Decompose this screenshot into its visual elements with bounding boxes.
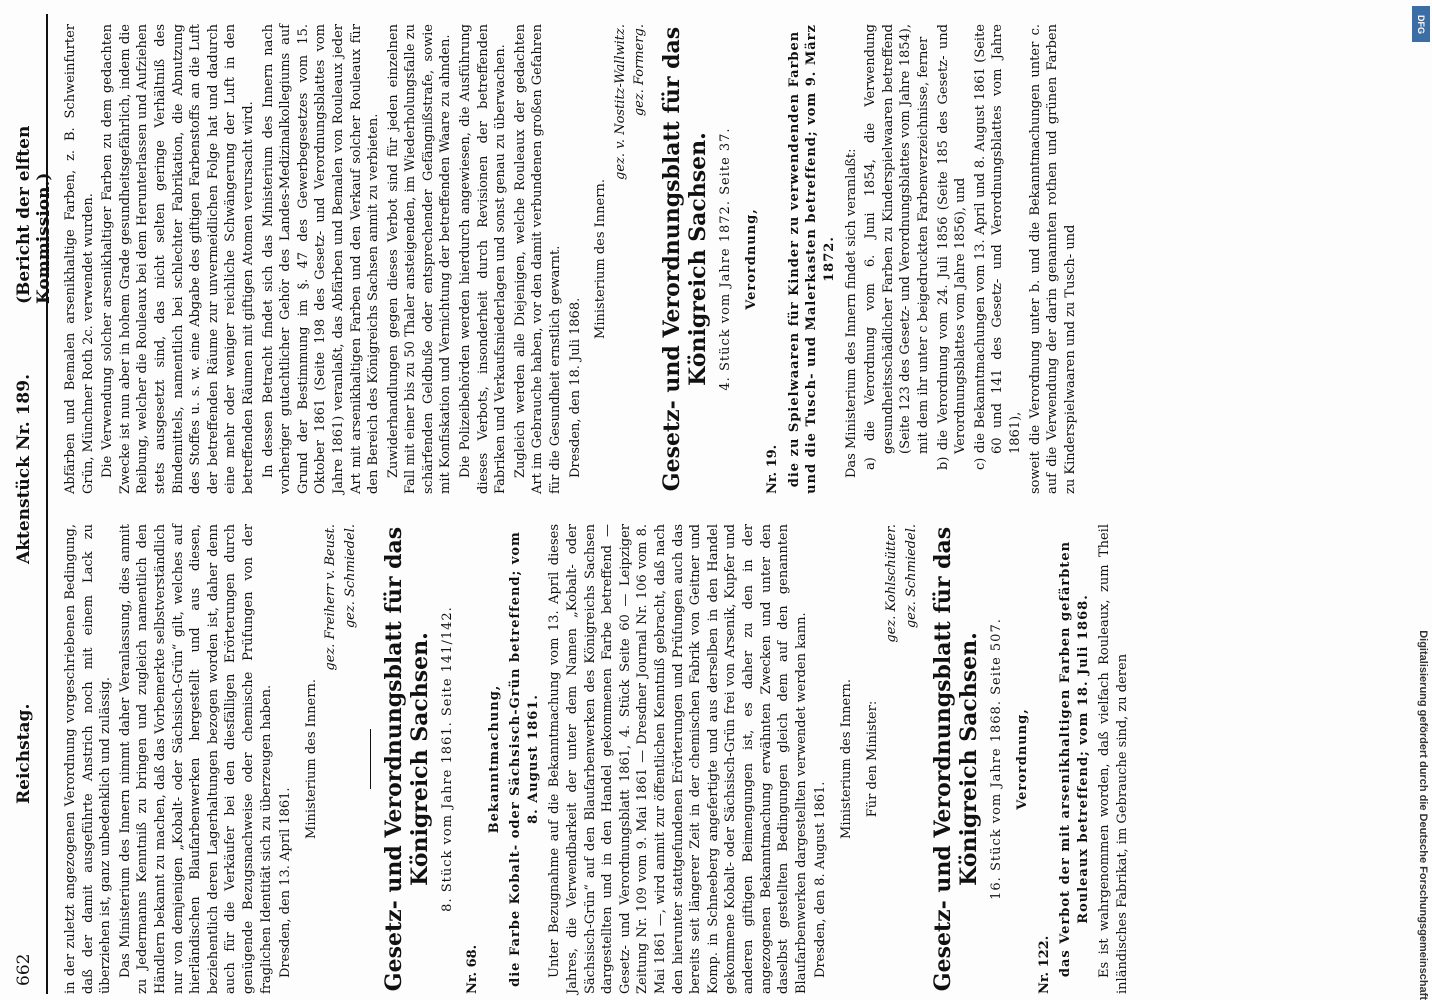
date-line: Dresden, den 8. August 1861. — [813, 781, 829, 978]
list-item: b) die Verordnung vom 24. Juli 1856 (Seite 185 des Gesetz- und Verordnungsblattes vom Jahre 1856), und — [935, 24, 969, 470]
issue-line: 4. Stück vom Jahre 1872. Seite 37. — [718, 127, 733, 391]
decree-subject: das Verbot der mit arsenikhaltigen Farben gefärbten Rouleaux betreffend; vom 18. Juli 1868. — [1058, 540, 1091, 978]
decree-subject: die Farbe Kobalt- oder Sächsisch-Grün betreffend; vom 8. August 1861. — [508, 531, 541, 987]
ministry-name: Ministerium des Innern. — [593, 179, 609, 339]
dfg-logo: DFG — [1412, 6, 1430, 42]
issue-line: 8. Stück vom Jahre 1861. Seite 141/142. — [439, 606, 455, 912]
paragraph: Es ist wahrgenommen worden, daß vielfach Rouleaux, zum Theil inländisches Fabrikat, im Gebrauche sind, zu deren — [1097, 524, 1130, 994]
paragraph: Die Polizeibehörden werden hierdurch angewiesen, die Ausführung dieses Verbots, insonderheit durch Revisionen der betreffenden Fabriken und Verkaufsniederlagen und sonst genau zu überwachen. — [458, 24, 509, 494]
ministry-name: Ministerium des Innern. — [303, 679, 319, 839]
decree-title: Verordnung, — [1014, 708, 1030, 810]
page-header — [6, 14, 54, 994]
paragraph: Abfärben und Bemalen arsenikhaltige Farben, z. B. Schweinfurter Grün, Münchner Roth 2c. verwendet wurden. — [63, 24, 96, 494]
decree-number: Nr. 122. — [1036, 935, 1052, 994]
document-page — [6, 14, 1396, 994]
signature: gez. Schmiedel. — [903, 524, 919, 629]
paragraph: in der zuletzt angezogenen Verordnung vorgeschriebenen Bedingung, daß der damit ausgeführte Anstrich noch mit einem Lack zu überziehen ist, ganz unbedenklich und zulässig. — [63, 524, 114, 994]
page-number: 662 — [14, 953, 34, 986]
signature: gez. v. Nostitz-Wallwitz. — [612, 24, 628, 180]
item-list — [862, 24, 1024, 494]
list-item: c) die Bekanntmachungen vom 13. April und 8. August 1861 (Seite 60 und 141 des Gesetz- und Verordnungsblattes vom Jahre 1861), — [972, 24, 1023, 470]
right-column — [62, 24, 1081, 494]
decree-number: Nr. 68. — [465, 944, 481, 994]
section-heading: Gesetz- und Verordnungsblatt für das Königreich Sachsen. — [930, 526, 983, 992]
watermark-text: Digitalisierung gefördert durch die Deutsche Forschungsgemeinschaft — [1417, 630, 1429, 1000]
date-line: Dresden, den 18. Juli 1868. — [567, 297, 583, 478]
left-column — [62, 524, 1134, 994]
signature: gez. Freiherr v. Beust. — [323, 524, 339, 671]
header-left: Reichstag. — [14, 703, 34, 804]
section-heading: Gesetz- und Verordnungsblatt für das Königreich Sachsen. — [380, 526, 433, 992]
decree-title: Bekanntmachung, — [486, 684, 502, 834]
signature: gez. Kohlschütter. — [884, 524, 900, 643]
paragraph: Das Ministerium des Innern nimmt daher Veranlassung, dies anmit zu Jedermanns Kenntniß zu bringen und zugleich namentlich den Händlern bekannt zu machen, daß das Vorbemerkte selbstverständlich nur von demjenigen „Kobalt- oder Sächsisch-Grün“ gilt, welches auf hierländischen Blaufarbenwerken hergestellt und aus diesen, beziehentlich deren Lagerhaltungen bezogen worden ist, daher denn auch für die Verkäufer bei den diesfälligen Erörterungen durch genügende Bezugsnachweise oder chemische Prüfungen von der fraglichen Identität sich zu überzeugen haben. — [117, 524, 274, 994]
decree-title: Verordnung, — [743, 208, 759, 310]
for-minister-line: Für den Minister: — [864, 700, 880, 818]
signature: gez. Schmiedel. — [342, 524, 358, 629]
list-item: a) die Verordnung vom 6. Juni 1854, die Verwendung gesundheitsschädlicher Farben zu Kinderspielwaaren betreffend (Seite 123 des Gesetz- und Verordnungsblattes vom Jahre 1854), mit dem ihr unter c beigedruckten Farbenverzeichnisse, ferner — [863, 24, 931, 470]
decree-subject: die zu Spielwaaren für Kinder zu verwendenden Farben und die Tusch- und Malerkasten betreffend; vom 9. März 1872. — [786, 24, 837, 494]
paragraph: Zuwiderhandlungen gegen dieses Verbot sind für jeden einzelnen Fall mit einer bis zu 50 Thaler ansteigenden, im Wiederholungsfalle zu schärfenden Geldbuße oder entsprechender Gefängnißstrafe, sowie mit Konfiskation und Vernichtung der betreffenden Waare zu ahnden. — [385, 24, 454, 494]
section-heading: Gesetz- und Verordnungsblatt für das Königreich Sachsen. — [659, 26, 711, 492]
header-right: (Bericht der elften Kommission.) — [14, 125, 54, 304]
date-line: Dresden, den 13. April 1861. — [278, 787, 294, 978]
ministry-name: Ministerium des Innern. — [838, 679, 854, 839]
paragraph: Zugleich werden alle Diejenigen, welche Rouleaux der gedachten Art im Gebrauche haben, vor den damit verbundenen großen Gefahren für die Gesundheit ernstlich gewarnt. — [512, 24, 564, 494]
funding-watermark — [1400, 0, 1432, 1000]
decree-number: Nr. 19. — [765, 444, 781, 494]
paragraph: soweit die Verordnung unter b. und die Bekanntmachungen unter c. auf die Verwendung der darin genannten rothen und grünen Farben zu Kinderspielwaaren und zu Tusch- und — [1027, 24, 1078, 494]
paragraph: In dessen Betracht findet sich das Ministerium des Innern nach vorheriger gutachtlicher Gehör des Landes-Medizinalkollegiums auf Grund der Bestimmung im §. 47 des Gewerbegesetzes vom 15. Oktober 1861 (Seite 198 des Gesetz- und Verordnungsblattes vom Jahre 1861) veranlaßt, das Abfärben und Bemalen von Rouleaux jeder Art mit arsenikhaltigen Farben und den Verkauf solcher Rouleaux für den Bereich des Königreichs Sachsen anmit zu verbieten. — [260, 24, 382, 494]
separator-rule — [370, 729, 371, 789]
issue-line: 16. Stück vom Jahre 1868. Seite 507. — [989, 618, 1005, 900]
signature: gez. Formerg. — [632, 24, 648, 117]
paragraph: Unter Bezugnahme auf die Bekanntmachung vom 13. April dieses Jahres, die Verwendbarkeit der unter dem Namen „Kobalt- oder Sächsisch-Grün“ auf den Blaufarbenwerken des Königreichs Sachsen dargestellten und in den Handel gekommenen Farbe betreffend — Gesetz- und Verordnungsblatt 1861, 4. Stück Seite 60 — Leipziger Zeitung Nr. 109 vom 9. Mai 1861 — Dresdner Journal Nr. 106 vom 8. Mai 1861 —, wird anmit zur öffentlichen Kenntniß gebracht, daß nach den hierunter stattgefundenen Erörterungen und Prüfungen auch das bereits seit längerer Zeit in der chemischen Fabrik von Geitner und Komp. in Schneeberg angefertigte und aus derselben in den Handel gekommene Kobalt- oder Sächsisch-Grün frei von Arsenik, Kupfer und anderen giftigen Beimengungen ist, es daher zu den in der angezogenen Bekanntmachung erwähnten Zwecken und unter den daselbst gestellten Bedingungen gleich dem auf den genannten Blaufarbenwerken dargestellten verwendet werden kann. — [547, 524, 809, 994]
paragraph: Die Verwendung solcher arsenikhaltiger Farben zu dem gedachten Zwecke ist nun aber in hohem Grade gesundheitsgefährlich, indem die Reibung, welcher die Rouleaux bei dem Herunterlassen und Aufziehen stets ausgesetzt sind, das nicht selten geringe Verhältniß des Bindemittels, namentlich bei schlechter Fabrikation, die Abnutzung des Stoffes u. s. w. eine Abgabe des giftigen Farbenstoffs an die Luft der betreffenden Räume zur unvermeidlichen Folge hat und dadurch eine mehr oder weniger reichliche Schwängerung der Luft in den betreffenden Räumen mit giftigen Atomen verursacht wird. — [100, 24, 256, 494]
paragraph: Das Ministerium des Innern findet sich veranlaßt: — [843, 148, 859, 478]
header-center: Aktenstück Nr. 189. — [14, 373, 34, 564]
